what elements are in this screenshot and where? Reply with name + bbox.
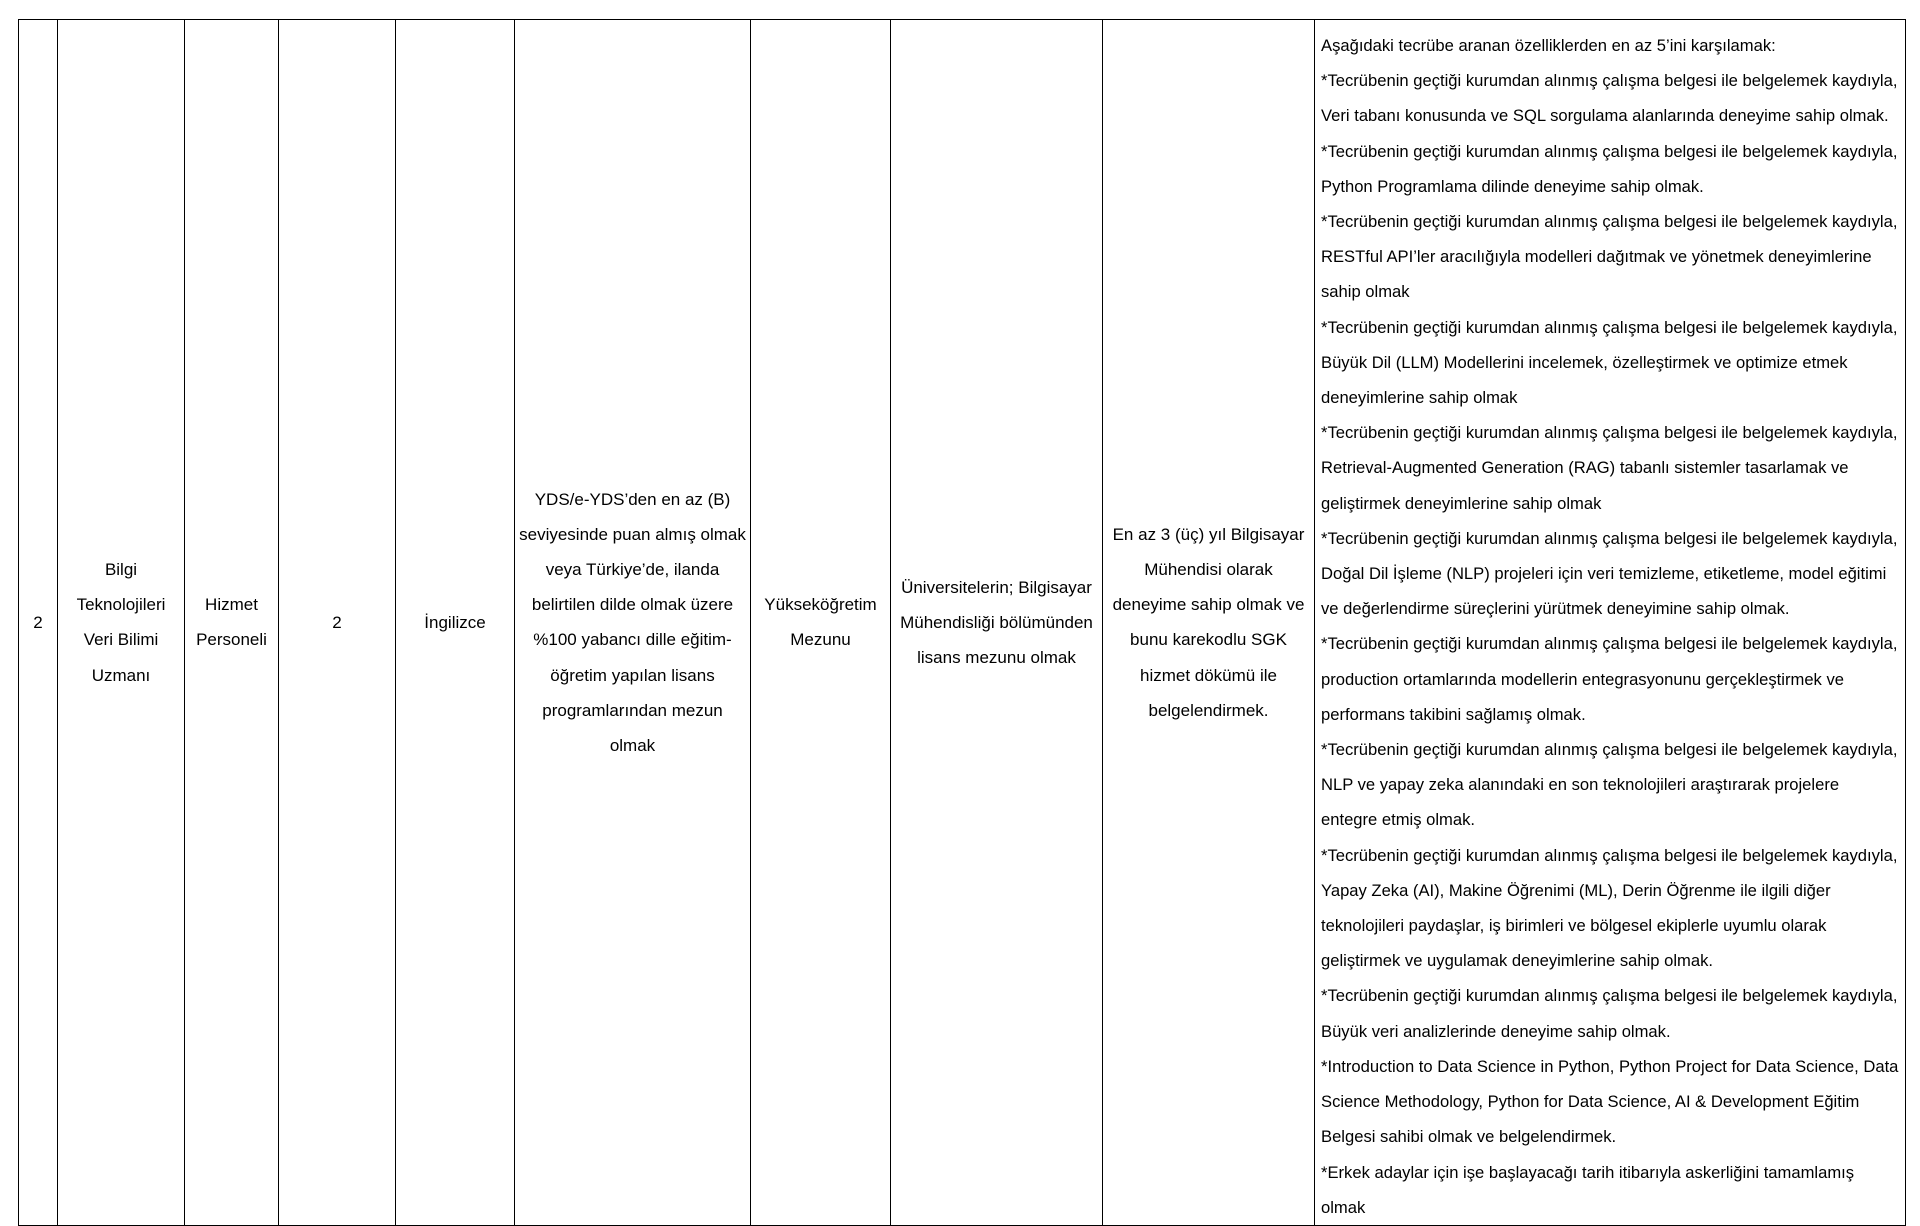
requirement-item: *Tecrübenin geçtiği kurumdan alınmış çalışma belgesi ile belgelemek kaydıyla, Yapay Zeka (AI), Makine Öğrenimi (ML), Derin Öğrenme ile ilgili diğer teknolojileri paydaşlar, iş birimleri ve bölgesel ekiplerle uyumlu olarak geliştirmek ve uygulamak deneyimlerine sahip olmak. — [1321, 845, 1898, 971]
language-cell: İngilizce — [396, 20, 515, 1226]
requirement-item: *Tecrübenin geçtiği kurumdan alınmış çalışma belgesi ile belgelemek kaydıyla, NLP ve yapay zeka alanındaki en son teknolojileri araştırarak projelere entegre etmiş olmak. — [1321, 740, 1898, 830]
experience-cell: En az 3 (üç) yıl Bilgisayar Mühendisi olarak deneyime sahip olmak ve bunu karekodlu SGK hizmet dökümü ile belgelendirmek. — [1103, 20, 1315, 1226]
requirement-item: *Tecrübenin geçtiği kurumdan alınmış çalışma belgesi ile belgelemek kaydıyla, RESTful API’ler aracılığıyla modelleri dağıtmak ve yönetmek deneyimlerine sahip olmak — [1321, 212, 1898, 302]
position-title-cell: Bilgi Teknolojileri Veri Bilimi Uzmanı — [58, 20, 185, 1226]
requirement-item: *Tecrübenin geçtiği kurumdan alınmış çalışma belgesi ile belgelemek kaydıyla, Retrieval-Augmented Generation (RAG) tabanlı sistemler tasarlamak ve geliştirmek deneyimlerine sahip olmak — [1321, 423, 1898, 513]
education-level-cell: Yükseköğretim Mezunu — [751, 20, 891, 1226]
row-index-cell: 2 — [19, 20, 58, 1226]
requirements-cell — [1315, 20, 1906, 1226]
requirement-item: *Tecrübenin geçtiği kurumdan alınmış çalışma belgesi ile belgelemek kaydıyla, Büyük Dil (LLM) Modellerini incelemek, özelleştirmek ve optimize etmek deneyimlerine sahip olmak — [1321, 317, 1898, 408]
table-row — [19, 20, 1906, 1226]
requirement-item: *Tecrübenin geçtiği kurumdan alınmış çalışma belgesi ile belgelemek kaydıyla, production ortamlarında modellerin entegrasyonunu gerçekleştirmek ve performans takibini sağlamış olmak. — [1321, 634, 1898, 724]
count-cell: 2 — [279, 20, 396, 1226]
requirement-item: *Tecrübenin geçtiği kurumdan alınmış çalışma belgesi ile belgelemek kaydıyla, Veri tabanı konusunda ve SQL sorgulama alanlarında deneyime sahip olmak. — [1321, 71, 1898, 126]
requirement-item: *Introduction to Data Science in Python, Python Project for Data Science, Data Science Methodology, Python for Data Science, AI & Development Eğitim Belgesi sahibi olmak ve belgelendirmek. — [1321, 1056, 1899, 1147]
requirement-item: *Tecrübenin geçtiği kurumdan alınmış çalışma belgesi ile belgelemek kaydıyla, Python Programlama dilinde deneyime sahip olmak. — [1321, 141, 1898, 196]
job-requirements-table — [18, 19, 1906, 1226]
requirement-item: *Erkek adaylar için işe başlayacağı tarih itibarıyla askerliğini tamamlamış olmak — [1321, 1162, 1855, 1217]
department-cell: Üniversitelerin; Bilgisayar Mühendisliği bölümünden lisans mezunu olmak — [891, 20, 1103, 1226]
requirements-intro: Aşağıdaki tecrübe aranan özelliklerden en az 5’ini karşılamak: — [1321, 36, 1776, 55]
requirement-item: *Tecrübenin geçtiği kurumdan alınmış çalışma belgesi ile belgelemek kaydıyla, Doğal Dil İşleme (NLP) projeleri için veri temizleme, etiketleme, model eğitimi ve değerlendirme süreçlerini yürütmek deneyimine sahip olmak. — [1321, 528, 1898, 619]
requirement-item: *Tecrübenin geçtiği kurumdan alınmış çalışma belgesi ile belgelemek kaydıyla, Büyük veri analizlerinde deneyime sahip olmak. — [1321, 986, 1898, 1041]
staff-type-cell: Hizmet Personeli — [185, 20, 279, 1226]
language-requirement-cell: YDS/e-YDS’den en az (B) seviyesinde puan almış olmak veya Türkiye’de, ilanda belirtilen dilde olmak üzere %100 yabancı dille eğitim-öğretim yapılan lisans programlarından mezun olmak — [515, 20, 751, 1226]
